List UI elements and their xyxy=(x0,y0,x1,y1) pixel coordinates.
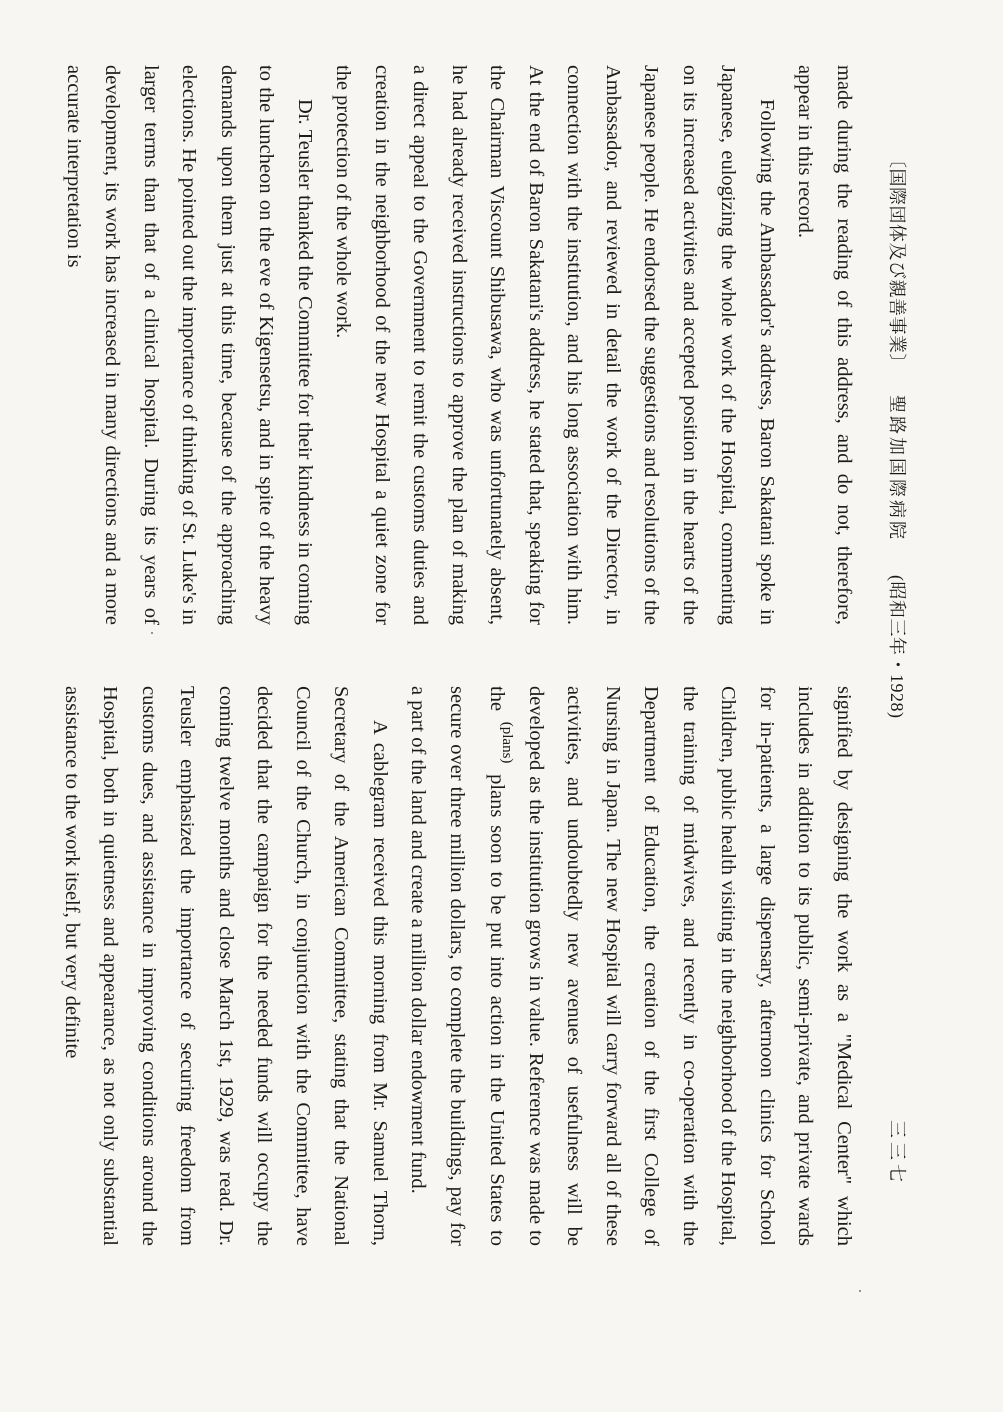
page-number: 三三七 xyxy=(887,1120,907,1186)
paragraph: made during the reading of this address, and do not, therefore, appear in this record. xyxy=(794,65,855,625)
paragraph-text: plans soon to be put into action in the United States to secure over three million dollars, to complete the buildings, pay for a part of the land and create a million dollar endowment fund. xyxy=(407,686,509,1246)
paragraph: Dr. Teusler thanked the Committee for their kindness in coming to the luncheon on the eve of Kigensetsu, and in spite of the heavy demands upon them just at this time, because of the approaching elections. He pointed out the importance of thinking of St. Luke's in larger terms than that of a clinical hospital. During its years of development, its work has increased in many directions and a more accurate interpretation is xyxy=(63,65,316,625)
paragraph-text: signified by designing the work as a "Medical Center" which includes in addition to its public, semi-private, and private wards for in-patients, a large dispensary, afternoon clinics for School Children, public health visiting in the neighborhood of the Hospital, the training of midwives, and recently in co-operation with the Department of Education, the creation of the first College of Nursing in Japan. The new Hospital will carry forward all of these activities, and undoubtedly new avenues of usefulness will be developed as the institution grows in value. Reference was made to the xyxy=(486,686,855,1246)
paragraph: A cablegram received this morning from Mr. Samuel Thorn, Secretary of the American Committee, stating that the National Council of the Church, in conjunction with the Committee, have decided that the campaign for the needed funds will occupy the coming twelve months and close March 1st, 1929, was read. Dr. Teusler emphasized the importance of securing freedom from customs dues, and assistance in improving conditions around the Hospital, both in quietness and appearance, as not only substantial assistance to the work itself, but very definite xyxy=(61,686,391,1246)
left-text-column xyxy=(55,65,864,625)
paragraph: Following the Ambassador's address, Baron Sakatani spoke in Japanese, eulogizing the whole work of the Hospital, commenting on its increased activities and accepted position in the hearts of the Japanese people. He endorsed the suggestions and resolutions of the Ambassador, and reviewed in detail the work of the Director, in connection with the institution, and his long association with him. At the end of Baron Sakatani's address, he stated that, speaking for the Chairman Viscount Shibusawa, who was unfortunately absent, he had already received instructions to approve the plan of making a direct appeal to the Government to remit the customs duties and creation in the neighborhood of the new Hospital a quiet zone for the protection of the whole work. xyxy=(332,65,778,625)
speck xyxy=(151,632,153,634)
year-label: (昭和三年・1928) xyxy=(887,575,907,719)
right-text-column xyxy=(53,686,864,1246)
paragraph xyxy=(399,686,863,1246)
speck xyxy=(859,1290,861,1292)
handwritten-insert: (plans) xyxy=(499,721,516,764)
series-title: 〔国際団体及び親善事業〕 xyxy=(887,150,907,372)
hospital-name: 聖路加国際病院 xyxy=(887,395,907,542)
